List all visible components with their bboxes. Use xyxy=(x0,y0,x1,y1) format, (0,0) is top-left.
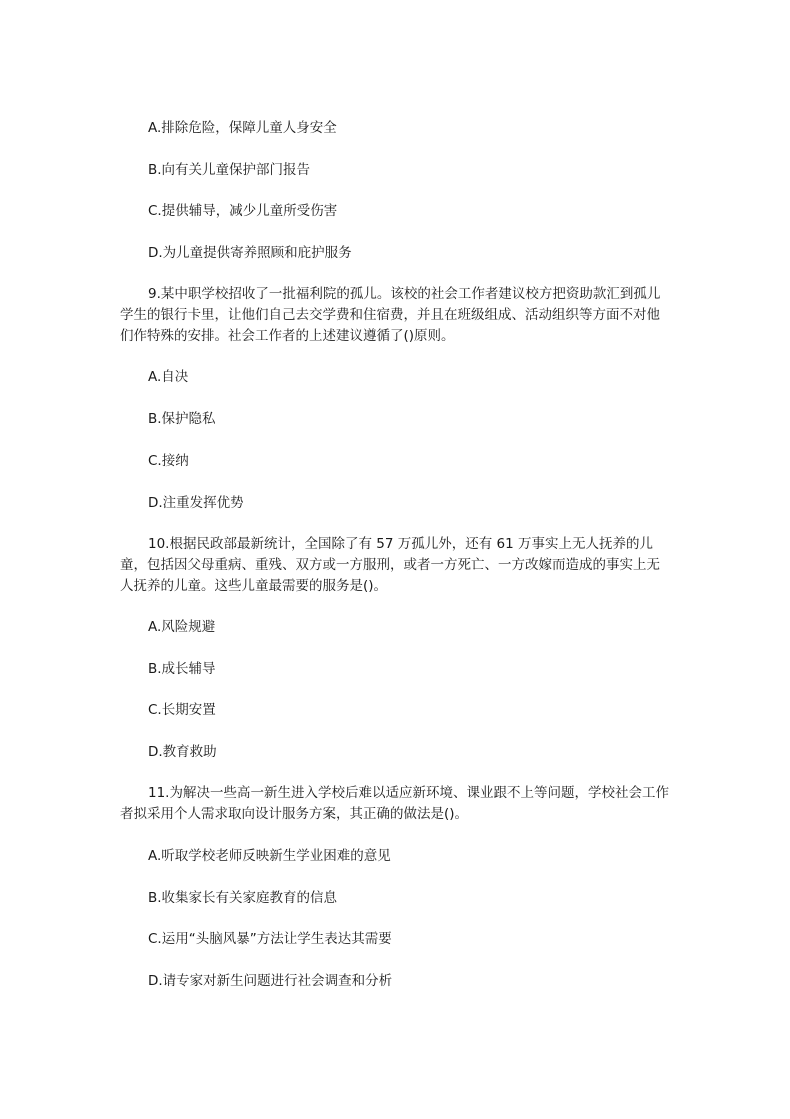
q11-option-a: A.听取学校老师反映新生学业困难的意见 xyxy=(148,848,391,864)
q8-option-d: D.为儿童提供寄养照顾和庇护服务 xyxy=(148,245,352,261)
q9-stem: 9.某中职学校招收了一批福利院的孤儿。该校的社会工作者建议校方把资助款汇到孤儿学生的银行卡里，让他们自己去交学费和住宿费，并且在班级组成、活动组织等方面不对他们作特殊的安排。社会工作者的上述建议遵循了()原则。 xyxy=(120,286,661,344)
q10-option-c: C.长期安置 xyxy=(148,702,216,718)
q9-option-c: C.接纳 xyxy=(148,453,189,469)
q10-stem: 10.根据民政部最新统计，全国除了有 57 万孤儿外，还有 61 万事实上无人抚养的儿童，包括因父母重病、重残、双方或一方服刑，或者一方死亡、一方改嫁而造成的事实上无人抚养的儿童。这些儿童最需要的服务是()。 xyxy=(120,536,660,594)
q11-option-c: C.运用“头脑风暴”方法让学生表达其需要 xyxy=(148,931,392,947)
q10-option-a: A.风险规避 xyxy=(148,619,216,635)
q11-option-d: D.请专家对新生问题进行社会调查和分析 xyxy=(148,973,393,989)
q10-option-b: B.成长辅导 xyxy=(148,661,216,677)
q10-option-d: D.教育救助 xyxy=(148,744,217,760)
q8-option-c: C.提供辅导，减少儿童所受伤害 xyxy=(148,203,338,219)
q11-option-b: B.收集家长有关家庭教育的信息 xyxy=(148,890,338,906)
q8-option-a: A.排除危险，保障儿童人身安全 xyxy=(148,120,337,136)
q9-option-d: D.注重发挥优势 xyxy=(148,495,244,511)
q11-stem: 11.为解决一些高一新生进入学校后难以适应新环境、课业跟不上等问题，学校社会工作者拟采用个人需求取向设计服务方案，其正确的做法是()。 xyxy=(120,785,669,822)
q9-option-a: A.自决 xyxy=(148,369,189,385)
q9-option-b: B.保护隐私 xyxy=(148,411,216,427)
q8-option-b: B.向有关儿童保护部门报告 xyxy=(148,162,311,178)
